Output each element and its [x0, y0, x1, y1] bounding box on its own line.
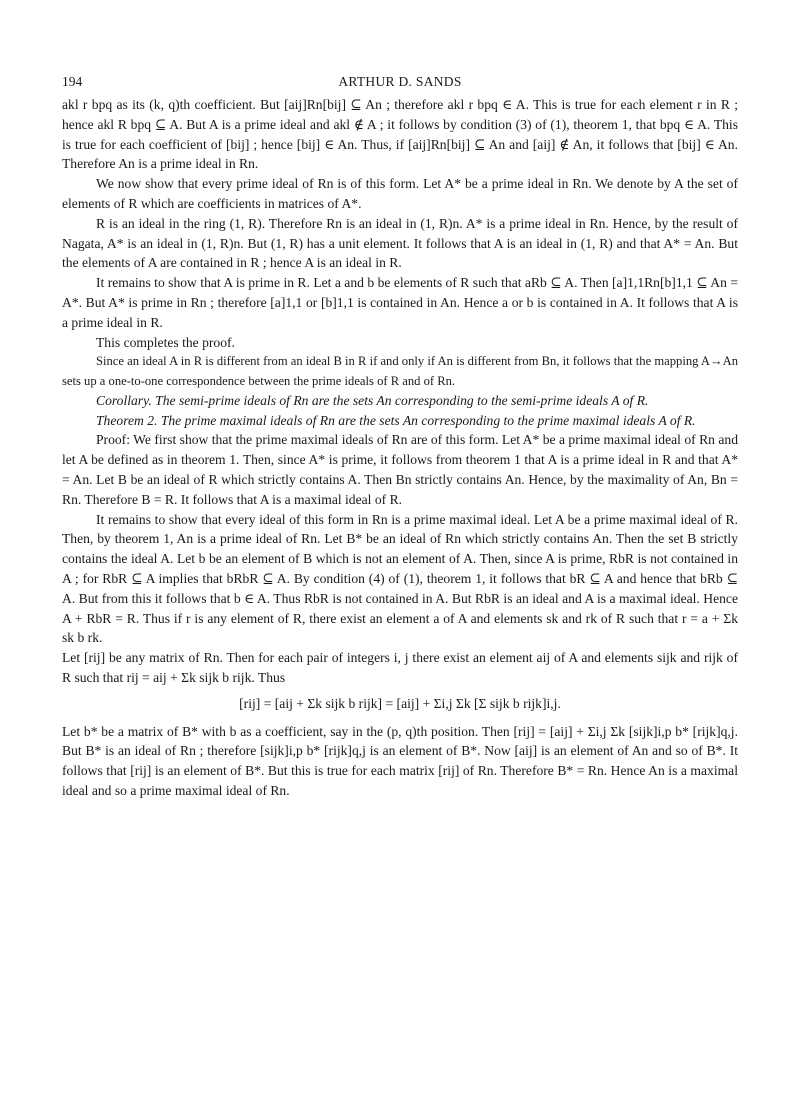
paragraph-maximal-check: It remains to show that every ideal of this form in Rn is a prime maximal ideal. Let A be a prime maximal ideal of R. Then, by theorem 1, An is a prime ideal of Rn. Let B* be an ideal of Rn which strictly contains An. Then the set B strictly contains the ideal A. Let b be an element of B which is not an element of A. Then, since A is prime, RbR is not contained in A ; for RbR ⊆ A implies that bRbR ⊆ A. By condition (4) of (1), theorem 1, it follows that bR ⊆ A and hence that bRb ⊆ A. But from this it follows that b ∈ A. Thus RbR is not contained in A. But RbR is an ideal and A is a maximal ideal. Hence A + RbR = R. Thus if r is any element of R, there exist an element a of A and elements sk and rk of R such that r = a + Σk sk b rk.	[62, 511, 738, 646]
paragraph-proof-end: This completes the proof.	[96, 334, 235, 350]
paragraph-converse-intro: We now show that every prime ideal of Rn is of this form. Let A* be a prime ideal in Rn. We denote by A the set of elements of R which are coefficients in matrices of A*.	[62, 176, 738, 211]
paragraph-theorem-2-proof: Proof: We first show that the prime maximal ideals of Rn are of this form. Let A* be a prime maximal ideal of Rn and let A be defined as in theorem 1. Then, since A* is prime, it follows from theorem 1 that A is a prime ideal in R and that A* = An. Let B be an ideal of R which strictly contains A. Then Bn strictly contains An. Hence, by the maximality of An, Bn = Rn. Therefore B = R. It follows that A is a maximal ideal of R.	[62, 432, 738, 507]
running-head: ARTHUR D. SANDS	[338, 74, 462, 89]
display-equation: [rij] = [aij + Σk sijk b rijk] = [aij] + Σi,j Σk [Σ sijk b rijk]i,j.	[239, 695, 561, 711]
page-header	[62, 72, 738, 94]
page-number: 194	[62, 74, 83, 89]
theorem-2: Theorem 2. The prime maximal ideals of Rn are the sets An corresponding to the prime maximal ideals A of R.	[96, 412, 696, 428]
paragraph-matrix-decomposition: Let [rij] be any matrix of Rn. Then for each pair of integers i, j there exist an element aij of A and elements sijk and rijk of R such that rij = aij + Σk sijk b rijk. Thus	[62, 650, 738, 685]
paragraph-prime-check: It remains to show that A is prime in R. Let a and b be elements of R such that aRb ⊆ A. Then [a]1,1Rn[b]1,1 ⊆ An = A*. But A* is prime in Rn ; therefore [a]1,1 or [b]1,1 is contained in An. Hence a or b is contained in A. It follows that A is a prime ideal in R.	[62, 275, 738, 330]
paragraph-proof-continuation: akl r bpq as its (k, q)th coefficient. But [aij]Rn[bij] ⊆ An ; therefore akl r bpq ∈ A. This is true for each element r in R ; hence akl R bpq ⊆ A. But A is a prime ideal and akl ∉ A ; it follows by condition (3) of (1), theorem 1, that bpq ∈ A. This is true for each coefficient of [bij] ; hence [bij] ∈ An. Thus, if [aij]Rn[bij] ⊆ An and [aij] ∉ An, it follows that [bij] ∈ An. Therefore An is a prime ideal in Rn.	[62, 97, 738, 172]
paragraph-conclusion: Let b* be a matrix of B* with b as a coefficient, say in the (p, q)th position. Then [rij] = [aij] + Σi,j Σk [sijk]i,p b* [rijk]q,j. But B* is an ideal of Rn ; therefore [sijk]i,p b* [rijk]q,j is an element of B*. Now [aij] is an element of An and so of B*. It follows that [rij] is an element of B*. But this is true for each matrix [rij] of Rn. Therefore B* = Rn. Hence An is a maximal ideal and so a prime maximal ideal of Rn.	[62, 723, 738, 798]
paragraph-nagata: R is an ideal in the ring (1, R). Therefore Rn is an ideal in (1, R)n. A* is a prime ideal in Rn. Hence, by the result of Nagata, A* is an ideal in (1, R)n. But (1, R) has a unit element. It follows that A is an ideal in (1, R) and that A* = An. But the elements of A are contained in R ; hence A is an ideal in R.	[62, 215, 738, 271]
corollary: Corollary. The semi-prime ideals of Rn are the sets An corresponding to the semi-prime ideals A of R.	[96, 392, 649, 408]
paragraph-correspondence: Since an ideal A in R is different from an ideal B in R if and only if An is different from Bn, it follows that the mapping A→An sets up a one-to-one correspondence between the prime ideals of R and of Rn.	[62, 354, 738, 388]
journal-page	[62, 72, 738, 801]
